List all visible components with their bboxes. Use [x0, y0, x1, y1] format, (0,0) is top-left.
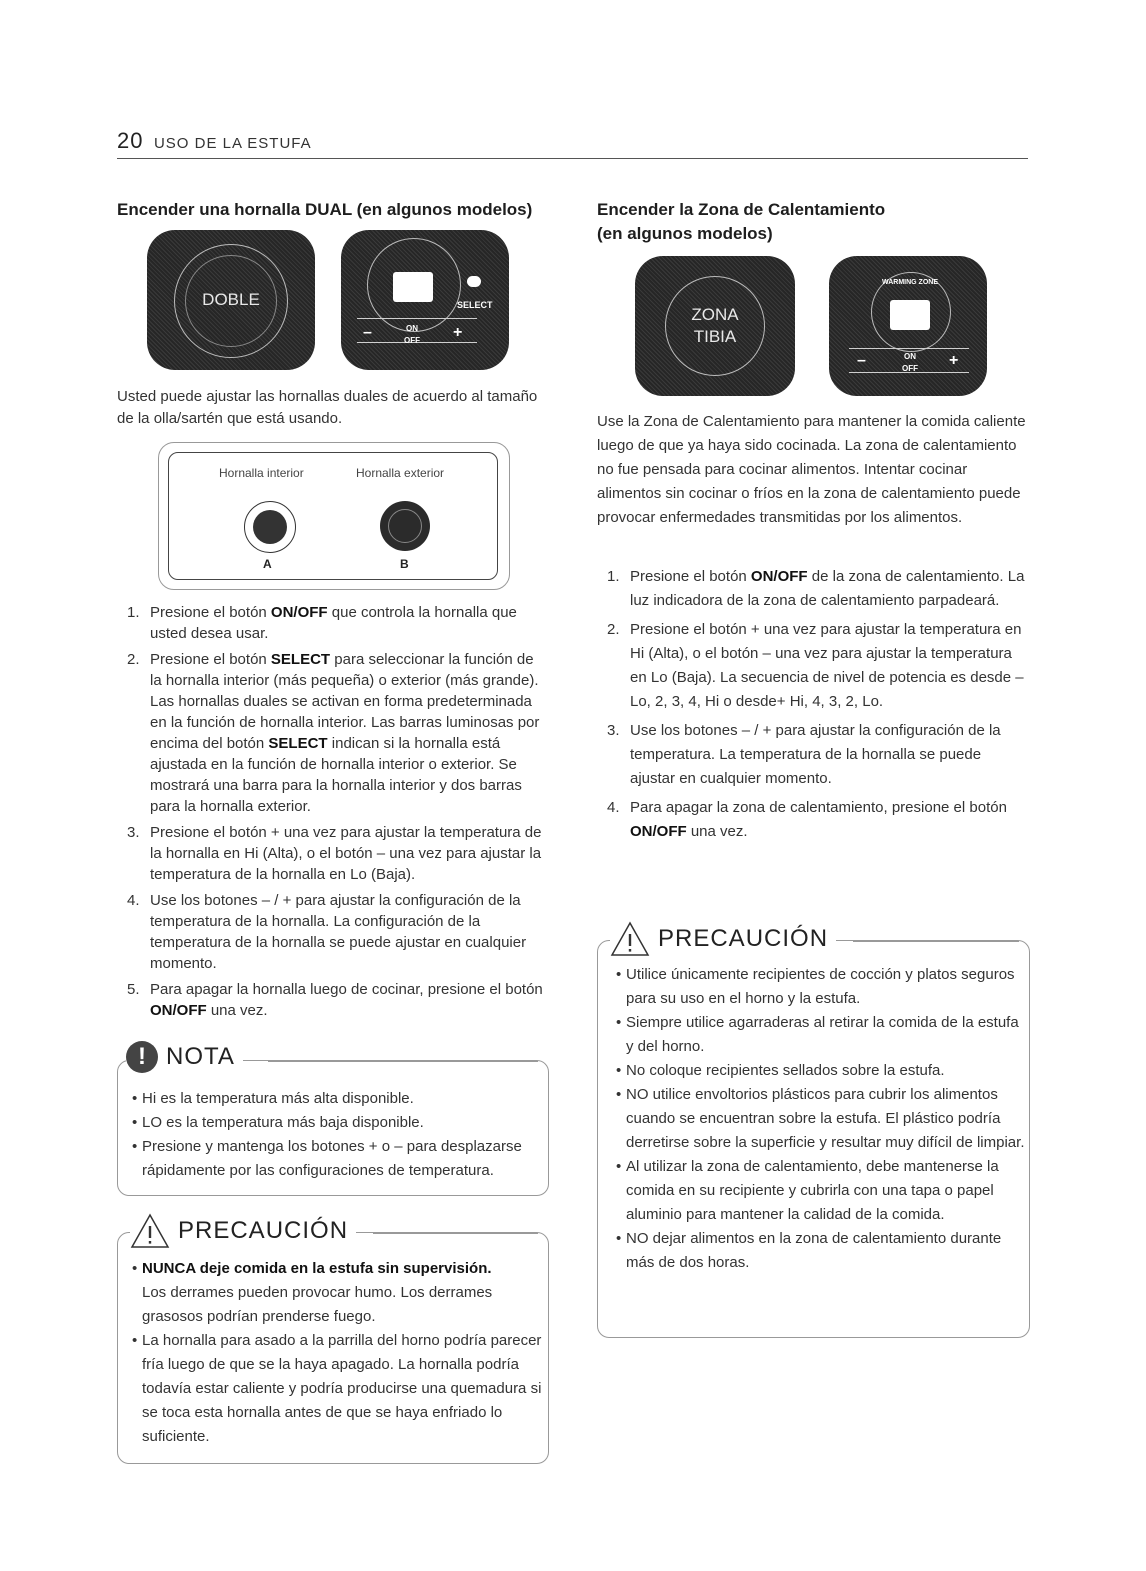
precaucion-list: [132, 1257, 544, 1449]
step-item: 4. Para apagar la zona de calentamiento, presione el botón ON/OFF una vez.: [607, 799, 1007, 840]
precaucion-item: • La hornalla para asado a la parrilla del horno podría parecer fría luego de que se la haya apagado. La hornalla podría todavía estar caliente y podría producirse una quemadura si se toca esta hornalla antes de que se haya enfriado lo suficiente.: [132, 1329, 544, 1449]
off-label: OFF: [404, 336, 420, 345]
precaucion-item: • Utilice únicamente recipientes de cocción y platos seguros para su uso en el horno y la estufa.: [616, 963, 1026, 1011]
precaucion-item: • Siempre utilice agarraderas al retirar la comida de la estufa y del horno.: [616, 1011, 1026, 1059]
nota-item: • Hi es la temperatura más alta disponible.: [132, 1087, 542, 1111]
precaucion-title: PRECAUCIÓN: [178, 1217, 349, 1244]
nota-rule: [268, 1061, 538, 1062]
nota-title: NOTA: [166, 1043, 235, 1070]
nota-item: • Presione y mantenga los botones + o – para desplazarse rápidamente por las configuraciones de temperatura.: [132, 1135, 542, 1183]
step-item: 5. Para apagar la hornalla luego de cocinar, presione el botón ON/OFF una vez.: [127, 981, 543, 1019]
precaucion-item: • No coloque recipientes sellados sobre la estufa.: [616, 1059, 1026, 1083]
step-item: 1. Presione el botón ON/OFF de la zona de calentamiento. La luz indicadora de la zona de calentamiento parpadeará.: [607, 568, 1025, 609]
warning-triangle-icon: [610, 921, 650, 957]
doble-knob-image: [147, 230, 315, 370]
nota-list: [132, 1087, 542, 1183]
plus-sign: +: [453, 324, 463, 341]
precaucion-item: • NO dejar alimentos en la zona de calentamiento durante más de dos horas.: [616, 1227, 1026, 1275]
dual-steps-list: [117, 602, 547, 1026]
step-item: 3. Presione el botón + una vez para ajustar la temperatura de la hornalla en Hi (Alta), o el botón – una vez para ajustar la temperatura de la hornalla en Lo (Baja).: [127, 824, 542, 883]
on-label: ON: [904, 352, 916, 361]
outer-burner-fill: [380, 501, 430, 551]
inner-burner-label: Hornalla interior: [219, 466, 304, 480]
warming-steps-list: [597, 565, 1028, 849]
display-window: [890, 300, 930, 330]
doble-label: DOBLE: [202, 290, 260, 309]
inner-burner-outline: [244, 501, 296, 553]
outer-burner-inner-ring: [388, 509, 422, 543]
nota-icon: !: [126, 1041, 158, 1073]
off-label: OFF: [902, 364, 918, 373]
page-header: [117, 128, 1028, 159]
step-item: 4. Use los botones – / + para ajustar la configuración de la temperatura de la hornalla. La configuración de la temperatura de la hornalla se puede ajustar en cualquier momento.: [127, 892, 527, 972]
dual-burner-heading: Encender una hornalla DUAL (en algunos modelos): [117, 200, 533, 219]
minus-sign: –: [857, 352, 866, 369]
burner-b-label: B: [400, 557, 409, 571]
warming-intro-text: Use la Zona de Calentamiento para mantener la comida caliente luego de que ya haya sido cocinada. La zona de calentamiento no fue pensada para cocinar alimentos. Intentar cocinar alimentos sin cocinar o fríos en la zona de calentamiento puede provocar enfermedades transmitidas por los alimentos.: [597, 413, 1026, 526]
outer-burner-label: Hornalla exterior: [356, 466, 445, 480]
precaucion-box-left: [117, 1217, 549, 1464]
precaucion-item: • Al utilizar la zona de calentamiento, debe mantenerse la comida en su recipiente y cubrirla con una tapa o papel aluminio para mantener la calidad de la comida.: [616, 1155, 1026, 1227]
warming-heading-line1: Encender la Zona de Calentamiento: [597, 200, 886, 219]
minus-sign: –: [363, 324, 372, 341]
precaucion-item: • NUNCA deje comida en la estufa sin supervisión. Los derrames pueden provocar humo. Los derrames grasosos podrían prenderse fuego.: [132, 1257, 544, 1329]
precaucion-item: • NO utilice envoltorios plásticos para cubrir los alimentos cuando se encuentran sobre la estufa. El plástico podría derretirse sobre la superficie y resultar muy difícil de limpiar.: [616, 1083, 1026, 1155]
page-number: 20: [117, 128, 144, 153]
tibia-label: TIBIA: [693, 327, 737, 346]
nota-title-wrap: [126, 1041, 243, 1073]
step-item: 3. Use los botones – / + para ajustar la configuración de la temperatura. La temperatura de la hornalla se puede ajustar en cualquier momento.: [607, 722, 1001, 787]
warming-zone-knob-image: [829, 256, 987, 396]
precaucion-title: PRECAUCIÓN: [658, 925, 829, 952]
knob-divider-line: [357, 318, 477, 319]
zona-tibia-knob-image: [635, 256, 795, 396]
warming-zone-heading: [597, 198, 1028, 246]
precaucion-title-wrap: [610, 921, 836, 957]
step-item: 1. Presione el botón ON/OFF que controla la hornalla que usted desea usar.: [127, 604, 517, 642]
warming-heading-line2: (en algunos modelos): [597, 224, 773, 243]
step-item: 2. Presione el botón + una vez para ajustar la temperatura en Hi (Alta), o el botón – una vez para ajustar la temperatura en Lo (Baja). La secuencia de nivel de potencia es desde – Lo, 2, 3, 4, Hi o desde+ Hi, 4, 3, 2, Lo.: [607, 621, 1024, 710]
nota-item: • LO es la temperatura más baja disponible.: [132, 1111, 542, 1135]
zona-label: ZONA: [691, 305, 739, 324]
inner-burner-fill: [253, 510, 287, 544]
precaucion-rule: [373, 1233, 538, 1234]
burner-a-label: A: [263, 557, 272, 571]
dual-intro-text: Usted puede ajustar las hornallas duales de acuerdo al tamaño de la olla/sartén que está usando.: [117, 388, 538, 427]
select-toggle-icon: [467, 276, 481, 287]
precaucion-title-wrap: [130, 1213, 356, 1249]
precaucion-list: [616, 963, 1026, 1275]
plus-sign: +: [949, 352, 959, 369]
warming-zone-label: WARMING ZONE: [882, 279, 938, 286]
on-label: ON: [406, 324, 418, 333]
section-title: USO DE LA ESTUFA: [153, 135, 312, 152]
nota-box: [117, 1043, 549, 1196]
warning-triangle-icon: [130, 1213, 170, 1249]
display-window: [393, 272, 433, 302]
knob-divider-line: [849, 348, 969, 349]
select-label: SELECT: [457, 300, 493, 310]
step-item: 2. Presione el botón SELECT para seleccionar la función de la hornalla interior (más pequeña) o exterior (más grande). Las hornallas duales se activan en forma predeterminada en la función de hornalla interior. Las barras luminosas por encima del botón SELECT indican si la hornalla está ajustada en la función de hornalla interior o exterior. Se mostrará una barra para la hornalla interior y dos barras para la hornalla exterior.: [127, 651, 540, 815]
select-knob-image: [341, 230, 509, 370]
precaucion-rule: [853, 941, 1019, 942]
precaucion-box-right: [597, 925, 1030, 1338]
burner-diagram: [168, 452, 498, 580]
